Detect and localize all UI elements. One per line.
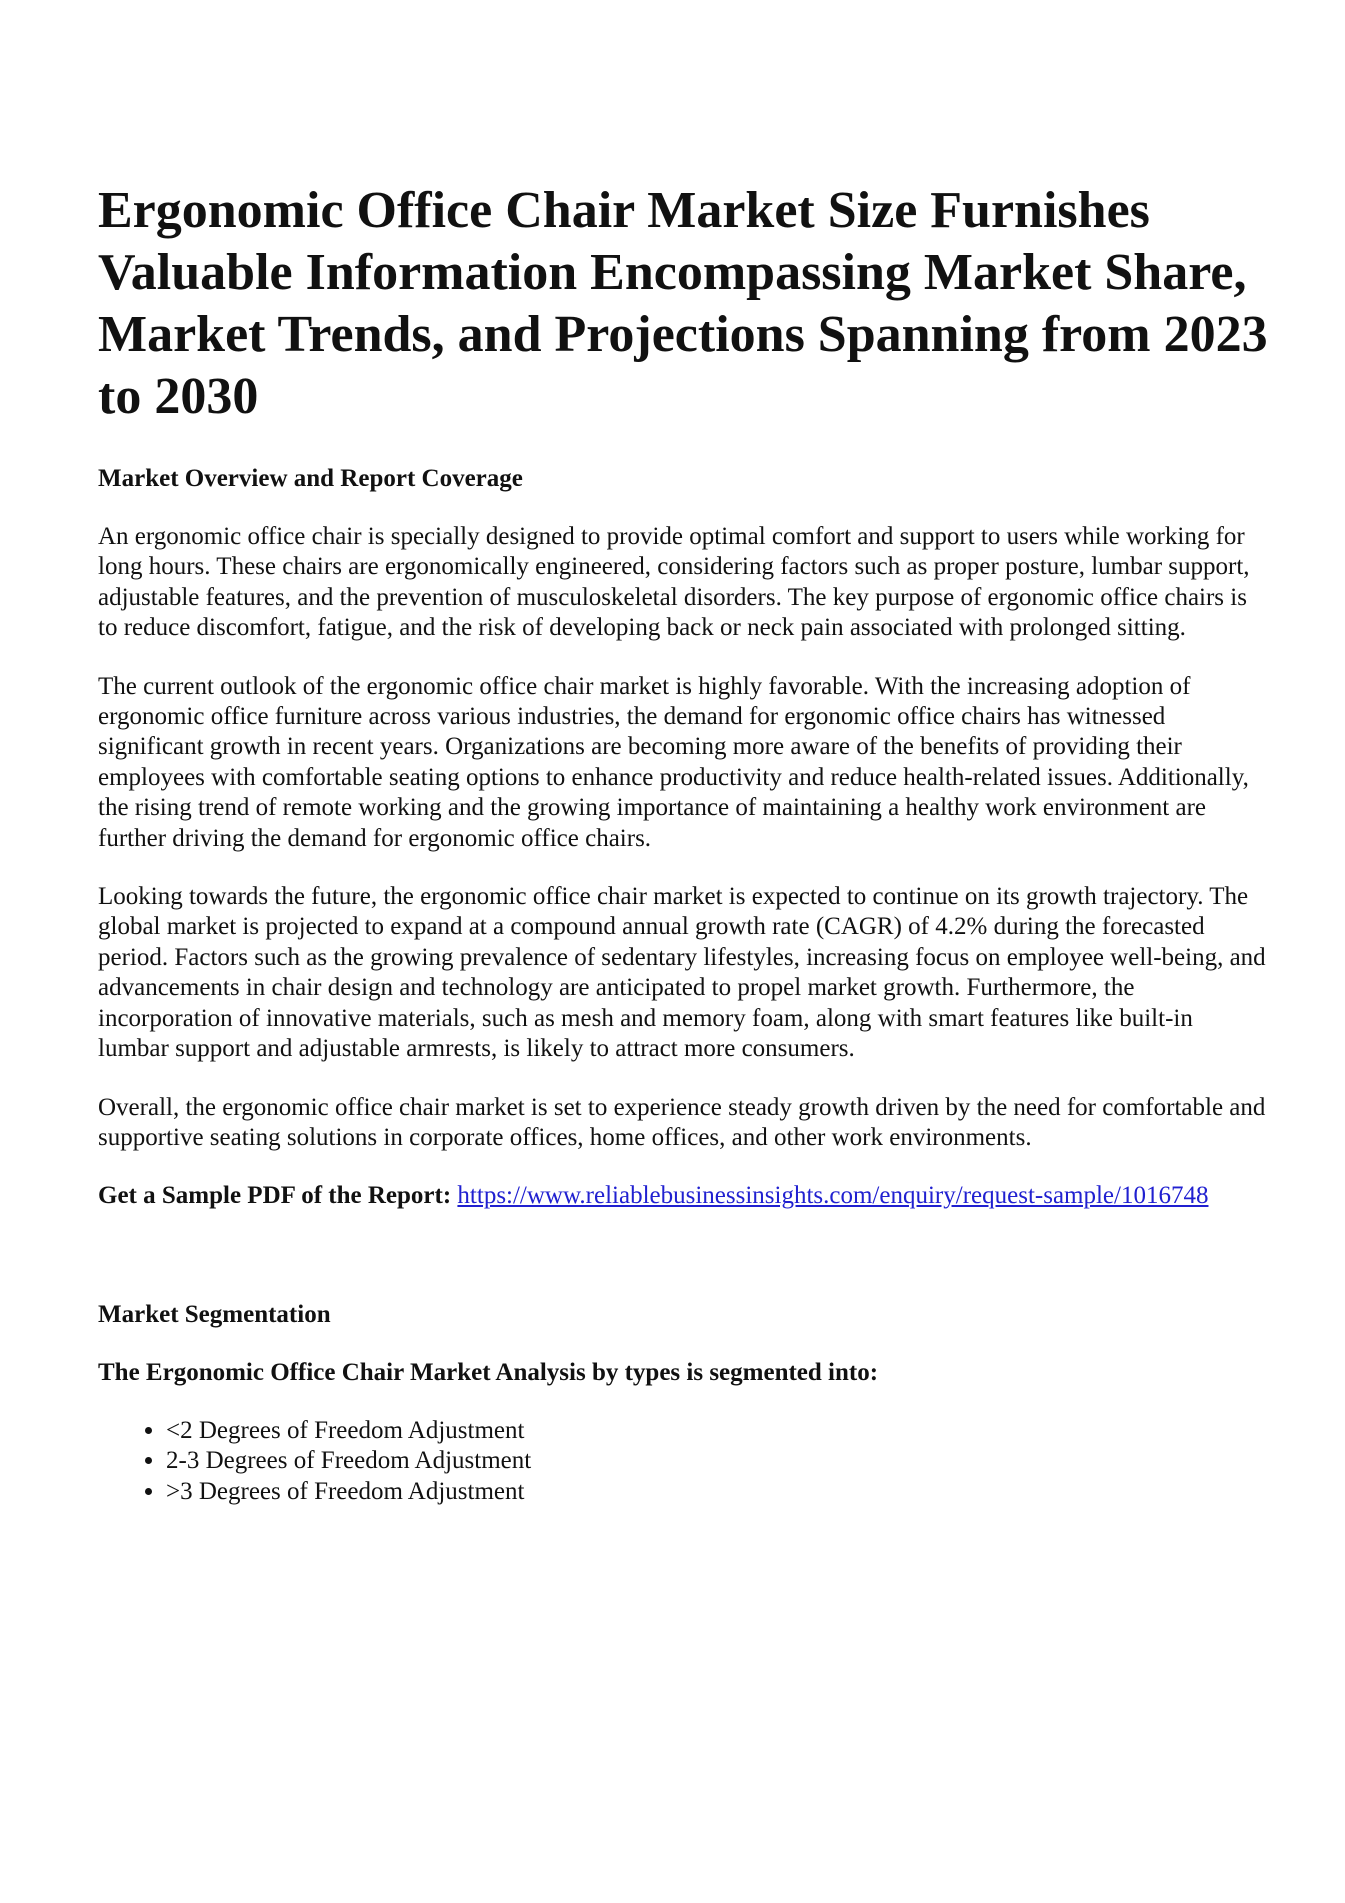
sample-pdf-callout [98,1181,1268,1211]
section-heading-overview: Market Overview and Report Coverage [98,465,523,492]
sample-pdf-link[interactable]: https://www.reliablebusinessinsights.com/enquiry/request-sample/1016748 [457,1182,1209,1210]
sample-pdf-label: Get a Sample PDF of the Report: [98,1182,452,1210]
overview-paragraph-summary: Overall, the ergonomic office chair market is set to experience steady growth driven by the need for comfortable and supportive seating solutions in corporate offices, home offices, and other work environments. [98,1093,1266,1151]
segmentation-by-type-heading: The Ergonomic Office Chair Market Analysis by types is segmented into: [98,1358,879,1386]
overview-paragraph-current-outlook: The current outlook of the ergonomic office chair market is highly favorable. With the increasing adoption of ergonomic office furniture across various industries, the demand for ergonomic office chairs has witnessed significant growth in recent years. Organizations are becoming more aware of the benefits of providing their employees with comfortable seating options to enhance productivity and reduce health-related issues. Additionally, the rising trend of remote working and the growing importance of maintaining a healthy work environment are further driving the demand for ergonomic office chairs. [98,672,1249,852]
section-spacer [98,1212,1268,1300]
overview-paragraph-definition: An ergonomic office chair is specially designed to provide optimal comfort and support to users while working for long hours. These chairs are ergonomically engineered, considering factors such as proper posture, lumbar support, adjustable features, and the prevention of musculoskeletal disorders. The key purpose of ergonomic office chairs is to reduce discomfort, fatigue, and the risk of developing back or neck pain associated with prolonged sitting. [98,523,1250,642]
page-title: Ergonomic Office Chair Market Size Furnishes Valuable Information Encompassing Market Share, Market Trends, and Projections Spanning from 2023 to 2030 [98,182,1268,425]
document-page [98,180,1268,1507]
overview-paragraph-future-growth: Looking towards the future, the ergonomic office chair market is expected to continue on its growth trajectory. The global market is projected to expand at a compound annual growth rate (CAGR) of 4.2% during the forecasted period. Factors such as the growing prevalence of sedentary lifestyles, increasing focus on employee well-being, and advancements in chair design and technology are anticipated to propel market growth. Furthermore, the incorporation of innovative materials, such as mesh and memory foam, along with smart features like built-in lumbar support and adjustable armrests, is likely to attract more consumers. [98,883,1266,1063]
list-item: • >3 Degrees of Freedom Adjustment [166,1477,1268,1507]
list-item: • 2-3 Degrees of Freedom Adjustment [166,1446,1268,1476]
list-item: • <2 Degrees of Freedom Adjustment [166,1416,1268,1446]
section-heading-segmentation: Market Segmentation [98,1300,331,1328]
segmentation-type-list [98,1416,1268,1507]
